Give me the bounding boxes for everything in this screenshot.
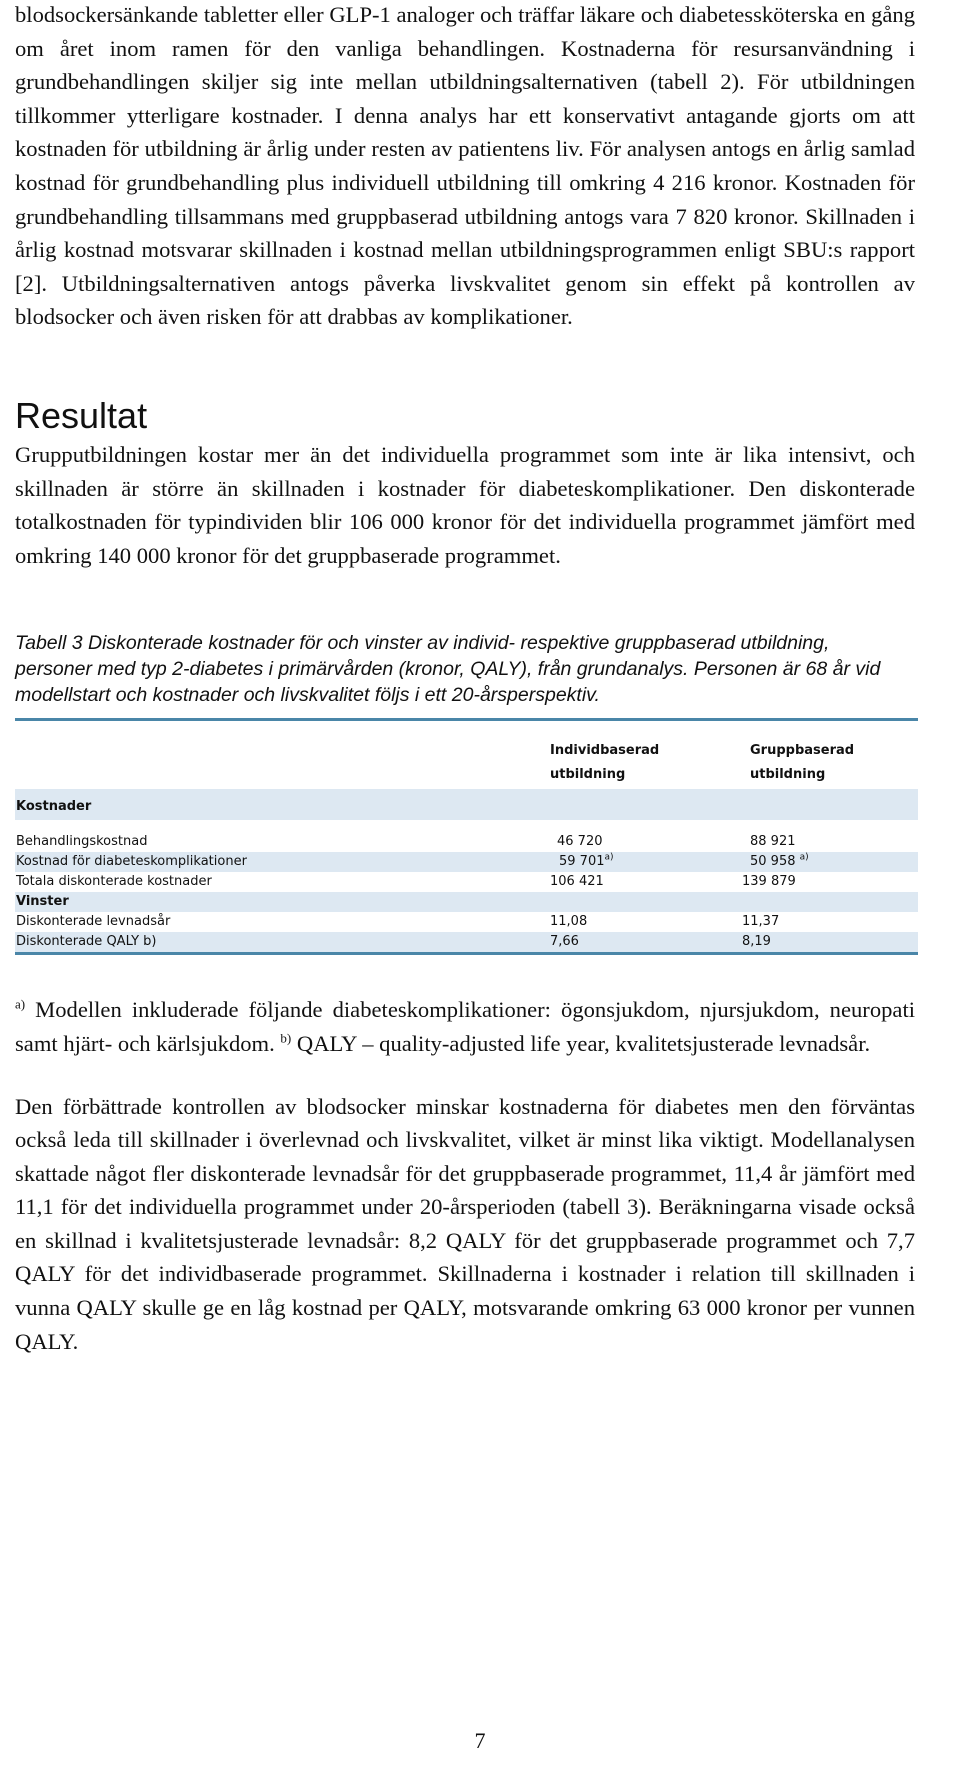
cell-grupp: 88 921 xyxy=(750,834,796,850)
col-individ-header-line2: utbildning xyxy=(550,767,626,783)
table-row xyxy=(15,852,918,872)
footnote-marker: a) xyxy=(799,852,809,863)
table-footnote xyxy=(15,993,915,1060)
row-label: Diskonterade levnadsår xyxy=(16,914,171,930)
results-table xyxy=(15,718,918,955)
footnote-marker-a: a) xyxy=(15,996,26,1012)
cell-individ: 46 720 xyxy=(557,834,603,850)
intro-paragraph: blodsockersänkande tabletter eller GLP-1 analoger och träffar läkare och diabetessköterska en gång om året inom ramen för den vanliga behandlingen. Kostnaderna för resursanvändning i grundbehandlingen skiljer sig inte mellan utbildningsalternativen (tabell 2). För utbildningen tillkommer ytterligare kostnader. I denna analys har ett konservativt antagande gjorts om att kostnaden för utbildning är årlig under resten av patientens liv. För analysen antogs en årlig samlad kostnad för grundbehandling plus individuell utbildning till omkring 4 216 kronor. Kostnaden för grundbehandling tillsammans med gruppbaserad utbildning antogs vara 7 820 kronor. Skillnaden i årlig kostnad motsvarar skillnaden i kostnad mellan utbildningsprogrammen enligt SBU:s rapport [2]. Utbildningsalternativen antogs påverka livskvalitet genom sin effekt på kontrollen av blodsocker och även risken för att drabbas av komplikationer. xyxy=(15,2,915,330)
col-grupp-header-line1: Gruppbaserad xyxy=(750,743,855,759)
footnote-marker: a) xyxy=(604,852,614,863)
table-row xyxy=(15,832,918,852)
cell-grupp: 50 958 xyxy=(750,854,800,870)
table-row xyxy=(15,932,918,952)
document-page xyxy=(15,0,915,1358)
table-row xyxy=(15,872,918,892)
row-label: Totala diskonterade kostnader xyxy=(16,874,212,890)
table-row xyxy=(15,912,918,932)
col-grupp-header-line2: utbildning xyxy=(750,767,826,783)
page-number: 7 xyxy=(474,1728,486,1753)
table-bottom-rule xyxy=(15,952,918,955)
section-label-vinster: Vinster xyxy=(15,892,550,912)
cell-grupp: 139 879 xyxy=(742,874,796,890)
row-label: Kostnad för diabeteskomplikationer xyxy=(15,852,550,872)
cell-individ: 59 701 xyxy=(559,854,605,870)
row-label: Diskonterade QALY b) xyxy=(15,932,550,952)
footnote-marker-b: b) xyxy=(280,1030,292,1046)
table-caption: Tabell 3 Diskonterade kostnader för och vinster av individ- respektive gruppbaserad utbildning, personer med typ 2-diabetes i primärvården (kronor, QALY), från grundanalys. Personen är 68 år vid modellstart och kostnader och livskvalitet följs i ett 20-årsperspektiv. xyxy=(15,632,881,707)
section-heading-resultat: Resultat xyxy=(15,394,148,436)
cell-individ: 7,66 xyxy=(550,934,579,950)
row-label: Behandlingskostnad xyxy=(16,834,148,850)
cell-grupp: 8,19 xyxy=(742,934,771,950)
section-label-kostnader: Kostnader xyxy=(15,789,550,820)
cell-individ: 106 421 xyxy=(550,874,604,890)
resultat-paragraph: Grupputbildningen kostar mer än det individuella programmet som inte är lika intensivt, och skillnaden är större än skillnaden i kostnader för diabeteskomplikationer. Den diskonterade totalkostnaden för typindividen blir 106 000 kronor för det individuella programmet jämfört med omkring 140 000 kronor för det gruppbaserade programmet. xyxy=(15,441,915,568)
discussion-paragraph: Den förbättrade kontrollen av blodsocker minskar kostnaderna för diabetes men den förväntas också leda till skillnader i överlevnad och livskvalitet, vilket är minst lika viktigt. Modellanalysen skattade något fler diskonterade levnadsår för det gruppbaserade programmet, 11,4 år jämfört med 11,1 för det individuella programmet under 20-årsperioden (tabell 3). Beräkningarna visade också en skillnad i kvalitetsjusterade levnadsår: 8,2 QALY för det gruppbaserade programmet och 7,7 QALY för det individbaserade programmet. Skillnaderna i kostnader i relation till skillnaden i vunna QALY skulle ge en låg kostnad per QALY, motsvarande omkring 63 000 kronor per vunnen QALY. xyxy=(15,1093,915,1354)
cell-individ: 11,08 xyxy=(550,914,588,930)
cell-grupp: 11,37 xyxy=(742,914,780,930)
footnote-text-b: QALY – quality-adjusted life year, kvalitetsjusterade levnadsår. xyxy=(291,1030,871,1056)
footnote-text-a: Modellen inkluderade följande diabeteskomplikationer: ögonsjukdom, njursjukdom, neuropati samt hjärt- och kärlsjukdom. xyxy=(15,997,915,1056)
col-individ-header-line1: Individbaserad xyxy=(550,743,660,759)
